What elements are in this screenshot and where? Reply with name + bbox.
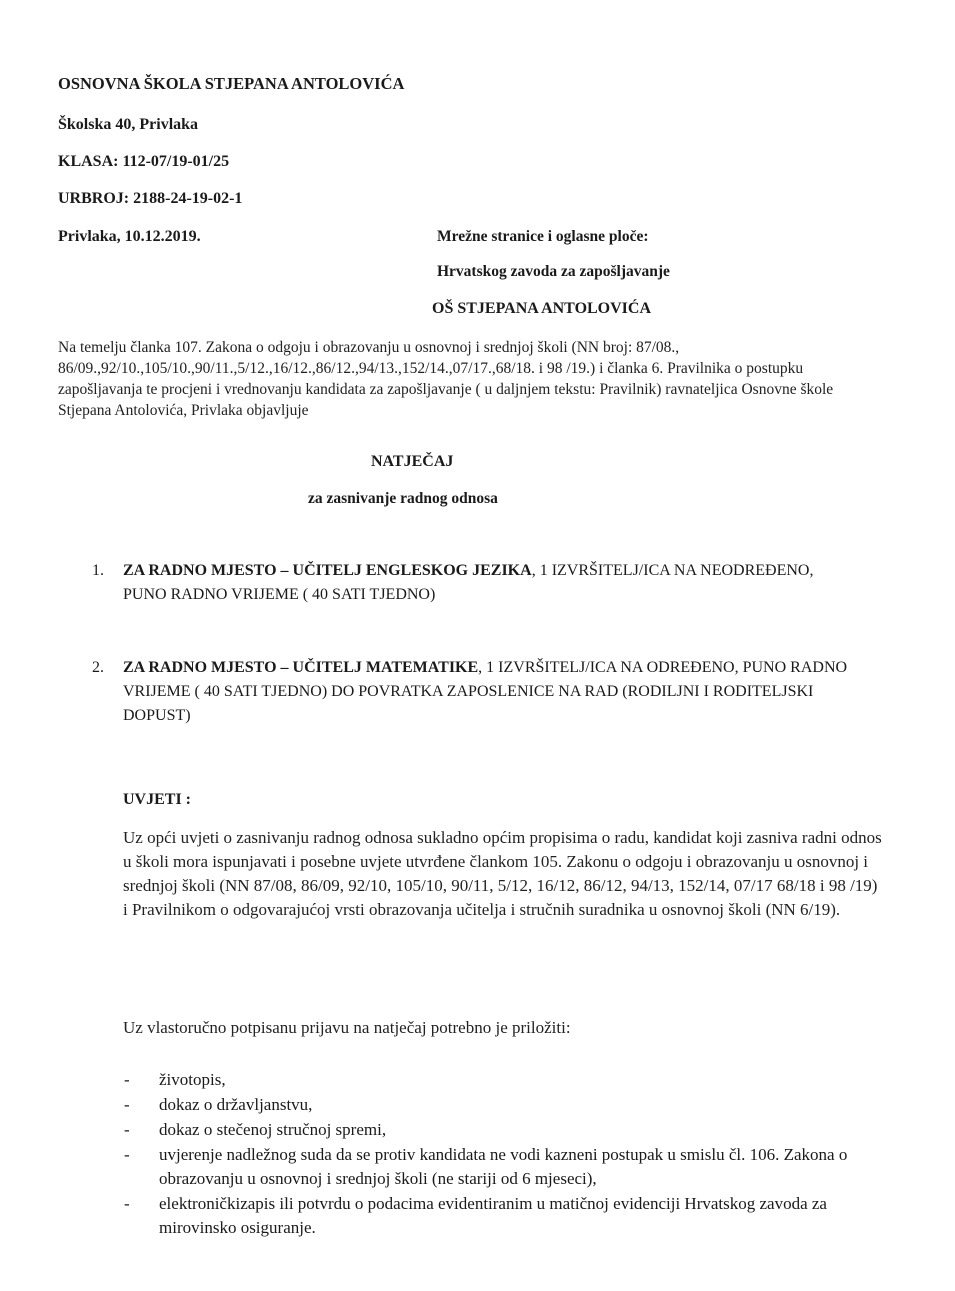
list-item (124, 1118, 884, 1142)
document-title: NATJEČAJ (371, 453, 454, 470)
list-item-text: dokaz o stečenoj stručnoj spremi, (159, 1120, 387, 1139)
list-dash: - (124, 1120, 130, 1139)
job-title: ZA RADNO MJESTO – UČITELJ ENGLESKOG JEZIKA (123, 562, 532, 579)
attachments-intro: Uz vlastoručno potpisanu prijavu na natječaj potrebno je priložiti: (123, 1018, 571, 1037)
job-item (92, 656, 852, 728)
list-item (124, 1192, 884, 1240)
list-dash: - (124, 1194, 130, 1213)
list-item-text: životopis, (159, 1070, 226, 1089)
job-text (123, 656, 852, 728)
list-dash: - (124, 1095, 130, 1114)
intro-paragraph: Na temelju članka 107. Zakona o odgoju i obrazovanju u osnovnoj i srednjoj školi (NN broj: 87/08., 86/09.,92/10.,105/10.,90/11.,5/12.,16/12.,86/12.,94/13.,152/14.,07/17.,68/18. i 98 /19.) i članka 6. Pravilnika o postupku zapošljavanja te procjeni i vrednovanju kandidata za zapošljavanje ( u daljnjem tekstu: Pravilnik) ravnateljica Osnovne škole Stjepana Antolovića, Privlaka objavljuje (58, 339, 834, 419)
conditions-heading: UVJETI : (123, 791, 192, 808)
list-item-text: dokaz o državljanstvu, (159, 1095, 313, 1114)
job-text (123, 559, 852, 607)
recipient-line-1: Mrežne stranice i oglasne ploče: (437, 228, 649, 245)
list-item-text: elektroničkizapis ili potvrdu o podacima evidentiranim u matičnoj evidenciji Hrvatskog zavoda za mirovinsko osiguranje. (159, 1194, 827, 1237)
list-dash: - (124, 1070, 130, 1089)
list-item-text: uvjerenje nadležnog suda da se protiv kandidata ne vodi kazneni postupak u smislu čl. 106. Zakona o obrazovanju u osnovnoj i srednjoj školi (ne stariji od 6 mjeseci), (159, 1145, 848, 1188)
job-number: 2. (92, 659, 104, 676)
job-title: ZA RADNO MJESTO – UČITELJ MATEMATIKE (123, 659, 479, 676)
list-item (124, 1093, 884, 1117)
job-number: 1. (92, 562, 104, 579)
urbroj-number: URBROJ: 2188-24-19-02-1 (58, 190, 243, 207)
list-item (124, 1143, 884, 1191)
job-details: , 1 IZVRŠITELJ/ICA NA NEODREĐENO, PUNO RADNO VRIJEME ( 40 SATI TJEDNO) (123, 562, 814, 603)
klasa-number: KLASA: 112-07/19-01/25 (58, 153, 230, 170)
list-dash: - (124, 1145, 130, 1164)
place-date: Privlaka, 10.12.2019. (58, 228, 201, 245)
attachments-list (124, 1068, 884, 1241)
school-name: OSNOVNA ŠKOLA STJEPANA ANTOLOVIĆA (58, 74, 405, 93)
job-details: , 1 IZVRŠITELJ/ICA NA ODREĐENO, PUNO RADNO VRIJEME ( 40 SATI TJEDNO) DO POVRATKA ZAPOSLENICE NA RAD (RODILJNI I RODITELJSKI DOPUST) (123, 659, 848, 724)
recipient-line-3: OŠ STJEPANA ANTOLOVIĆA (432, 300, 652, 317)
recipient-line-2: Hrvatskog zavoda za zapošljavanje (437, 263, 670, 280)
document-subtitle: za zasnivanje radnog odnosa (308, 490, 498, 507)
school-address: Školska 40, Privlaka (58, 116, 199, 133)
conditions-paragraph: Uz opći uvjeti o zasnivanju radnog odnosa sukladno općim propisima o radu, kandidat koji zasniva radni odnos u školi mora ispunjavati i posebne uvjete utvrđene člankom 105. Zakonu o odgoju i obrazovanju u osnovnoj i srednjoj školi (NN 87/08, 86/09, 92/10, 105/10, 90/11, 5/12, 16/12, 86/12, 94/13, 152/14, 07/17 68/18 i 98 /19) i Pravilnikom o odgovarajućoj vrsti obrazovanja učitelja i stručnih suradnika u osnovnoj školi (NN 6/19). (123, 828, 882, 919)
list-item (124, 1068, 884, 1092)
job-item (92, 559, 852, 607)
